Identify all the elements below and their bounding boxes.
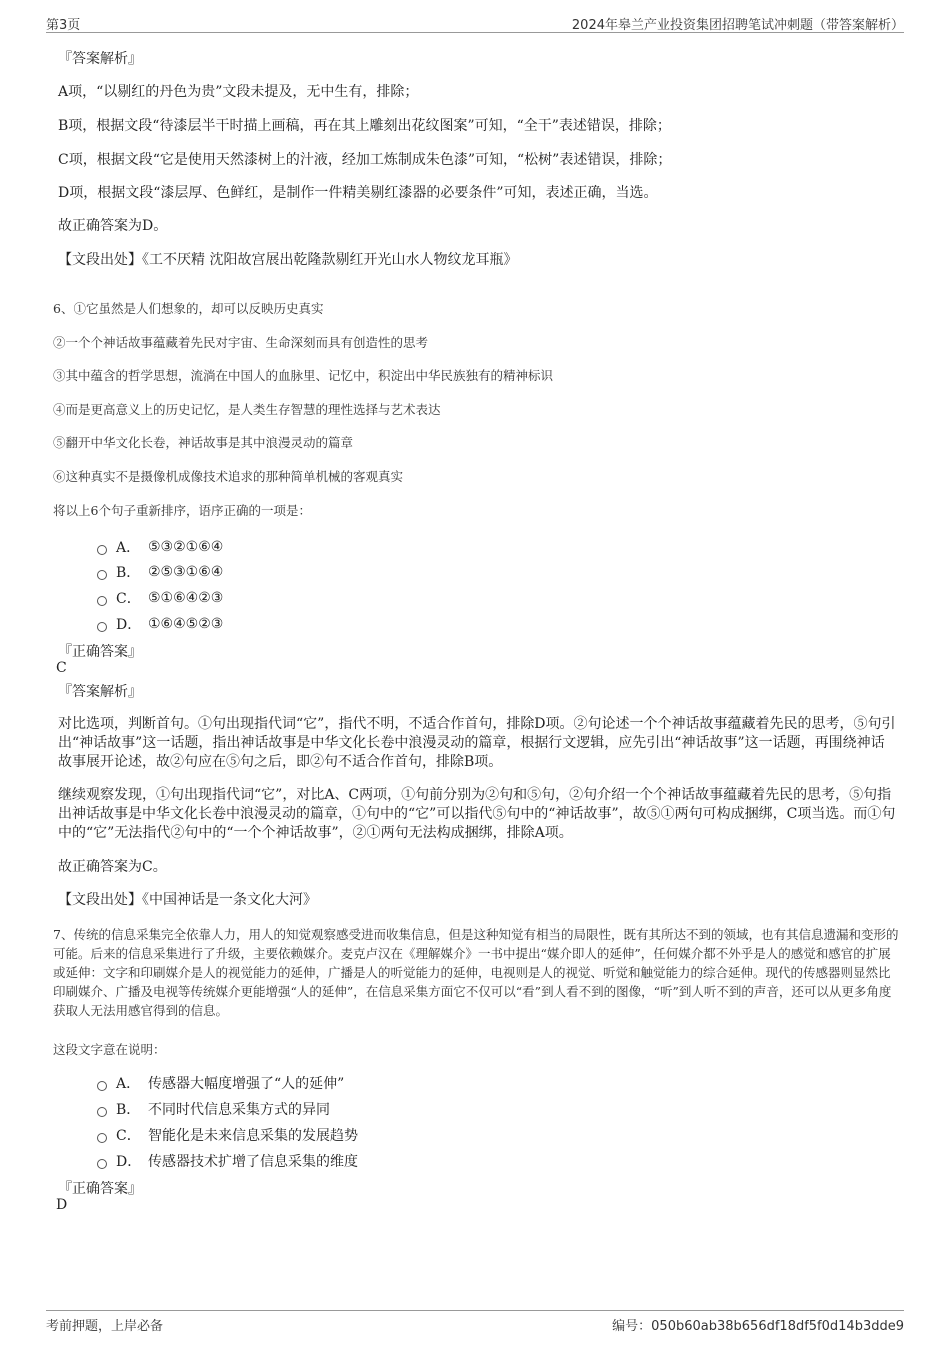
option-text: ②⑤③①⑥④	[148, 564, 224, 580]
option-letter: A．	[116, 1076, 141, 1092]
option-letter: A．	[116, 540, 141, 556]
page-number: 第3页	[46, 18, 81, 33]
q6-analysis-label: 『答案解析』	[58, 684, 142, 700]
q6-analysis-paragraph-1: 对比选项，判断首句。①句出现指代词“它”，指代不明，不适合作首句，排除D项。②句论述一个个神话故事蕴藏着先民的思考，⑤句引出“神话故事”这一话题，指出神话故事是中华文化长卷中浪漫灵动的篇章，根据行文逻辑，应先引出“神话故事”这一话题，再围绕神话故事展开论述，故②句应在⑤句之后，即②句不适合作首句，排除B项。	[58, 716, 896, 770]
option-text: 智能化是未来信息采集的发展趋势	[148, 1128, 358, 1144]
q6-sentence-5: ⑤翻开中华文化长卷，神话故事是其中浪漫灵动的篇章	[53, 435, 354, 450]
radio-icon[interactable]	[97, 622, 107, 632]
q7-option-a[interactable]	[97, 1073, 344, 1093]
q5-analysis-label: 『答案解析』	[58, 51, 142, 67]
q6-answer-label: 『正确答案』	[58, 644, 142, 660]
option-letter: D．	[116, 1154, 142, 1170]
q6-source: 【文段出处】《中国神话是一条文化大河》	[58, 892, 317, 908]
radio-icon[interactable]	[97, 596, 107, 606]
option-text: ⑤③②①⑥④	[148, 539, 224, 555]
radio-icon[interactable]	[97, 570, 107, 580]
q5-source: 【文段出处】《工不厌精 沈阳故宫展出乾隆款剔红开光山水人物纹龙耳瓶》	[58, 252, 518, 268]
q6-analysis-paragraph-2: 继续观察发现，①句出现指代词“它”，对比A、C两项，①句前分别为②句和⑤句，②句介绍一个个神话故事蕴藏着先民的思考，⑤句指出神话故事是中华文化长卷中浪漫灵动的篇章，①句中的“它”可以指代⑤句中的“神话故事”，故⑤①两句可构成捆绑，C项当选。而①句中的“它”无法指代②句中的“一个个神话故事”，②①两句无法构成捆绑，排除A项。	[58, 787, 896, 841]
option-text: 传感器技术扩增了信息采集的维度	[148, 1154, 358, 1170]
q7-option-b[interactable]	[97, 1099, 330, 1119]
q7-answer-label: 『正确答案』	[58, 1181, 142, 1197]
option-letter: D．	[116, 617, 142, 633]
radio-icon[interactable]	[97, 545, 107, 555]
q6-sentence-3: ③其中蕴含的哲学思想，流淌在中国人的血脉里、记忆中，积淀出中华民族独有的精神标识	[53, 368, 554, 383]
radio-icon[interactable]	[97, 1107, 107, 1117]
radio-icon[interactable]	[97, 1081, 107, 1091]
option-letter: B．	[116, 1102, 141, 1118]
q6-prompt: 将以上6个句子重新排序，语序正确的一项是：	[53, 503, 311, 518]
q6-option-b[interactable]	[97, 562, 223, 582]
q6-sentence-4: ④而是更高意义上的历史记忆，是人类生存智慧的理性选择与艺术表达	[53, 402, 441, 417]
q7-answer: D	[56, 1197, 68, 1213]
q6-option-d[interactable]	[97, 614, 223, 634]
radio-icon[interactable]	[97, 1159, 107, 1169]
option-letter: C．	[116, 1128, 141, 1144]
q6-option-a[interactable]	[97, 537, 223, 557]
option-text: ⑤①⑥④②③	[148, 590, 224, 606]
q6-sentence-6: ⑥这种真实不是摄像机成像技术追求的那种简单机械的客观真实	[53, 469, 404, 484]
q5-analysis-line-c: C项，根据文段“它是使用天然漆树上的汁液，经加工炼制成朱色漆”可知，“松树”表述错误，排除；	[58, 152, 672, 168]
q7-prompt: 这段文字意在说明：	[53, 1042, 166, 1057]
q5-analysis-line-b: B项，根据文段“待漆层半干时描上画稿，再在其上雕刻出花纹图案”可知，“全干”表述错误，排除；	[58, 118, 671, 134]
radio-icon[interactable]	[97, 1133, 107, 1143]
option-text: ①⑥④⑤②③	[148, 616, 224, 632]
option-text: 不同时代信息采集方式的异同	[148, 1102, 330, 1118]
document-title: 2024年皋兰产业投资集团招聘笔试冲刺题（带答案解析）	[571, 18, 904, 33]
q5-analysis-line-a: A项，“以剔红的丹色为贵”文段未提及，无中生有，排除；	[58, 84, 419, 100]
q7-option-c[interactable]	[97, 1125, 358, 1145]
q5-analysis-line-d: D项，根据文段“漆层厚、色鲜红，是制作一件精美剔红漆器的必要条件”可知，表述正确，当选。	[58, 185, 658, 201]
q7-option-d[interactable]	[97, 1151, 358, 1171]
q7-stem: 7、传统的信息采集完全依靠人力，用人的知觉观察感受进而收集信息，但是这种知觉有相当的局限性，既有其所达不到的领域，也有其信息遗漏和变形的可能。后来的信息采集进行了升级，主要依赖媒介。麦克卢汉在《理解媒介》一书中提出“媒介即人的延伸”，任何媒介都不外乎是人的感觉和感官的扩展或延伸：文字和印刷媒介是人的视觉能力的延伸，广播是人的听觉能力的延伸，电视则是人的视觉、听觉和触觉能力的综合延伸。现代的传感器则显然比印刷媒介、广播及电视等传统媒介更能增强“人的延伸”，在信息采集方面它不仅可以“看”到人看不到的图像，“听”到人听不到的声音，还可以从更多角度获取人无法用感官得到的信息。	[53, 927, 899, 1018]
page-header	[46, 12, 904, 33]
footer-slogan: 考前押题，上岸必备	[46, 1319, 164, 1334]
q6-sentence-2: ②一个个神话故事蕴藏着先民对宇宙、生命深刻而具有创造性的思考	[53, 335, 429, 350]
option-text: 传感器大幅度增强了“人的延伸”	[148, 1076, 345, 1092]
q6-answer: C	[56, 660, 67, 676]
document-code: 编号：050b60ab38b656df18df5f0d14b3dde9	[612, 1319, 904, 1334]
page-footer	[46, 1310, 904, 1333]
option-letter: C．	[116, 591, 141, 607]
option-letter: B．	[116, 565, 141, 581]
q5-conclusion: 故正确答案为D。	[58, 218, 168, 234]
q6-conclusion: 故正确答案为C。	[58, 859, 167, 875]
q6-sentence-1: 6、①它虽然是人们想象的，却可以反映历史真实	[53, 301, 324, 316]
q6-option-c[interactable]	[97, 588, 223, 608]
